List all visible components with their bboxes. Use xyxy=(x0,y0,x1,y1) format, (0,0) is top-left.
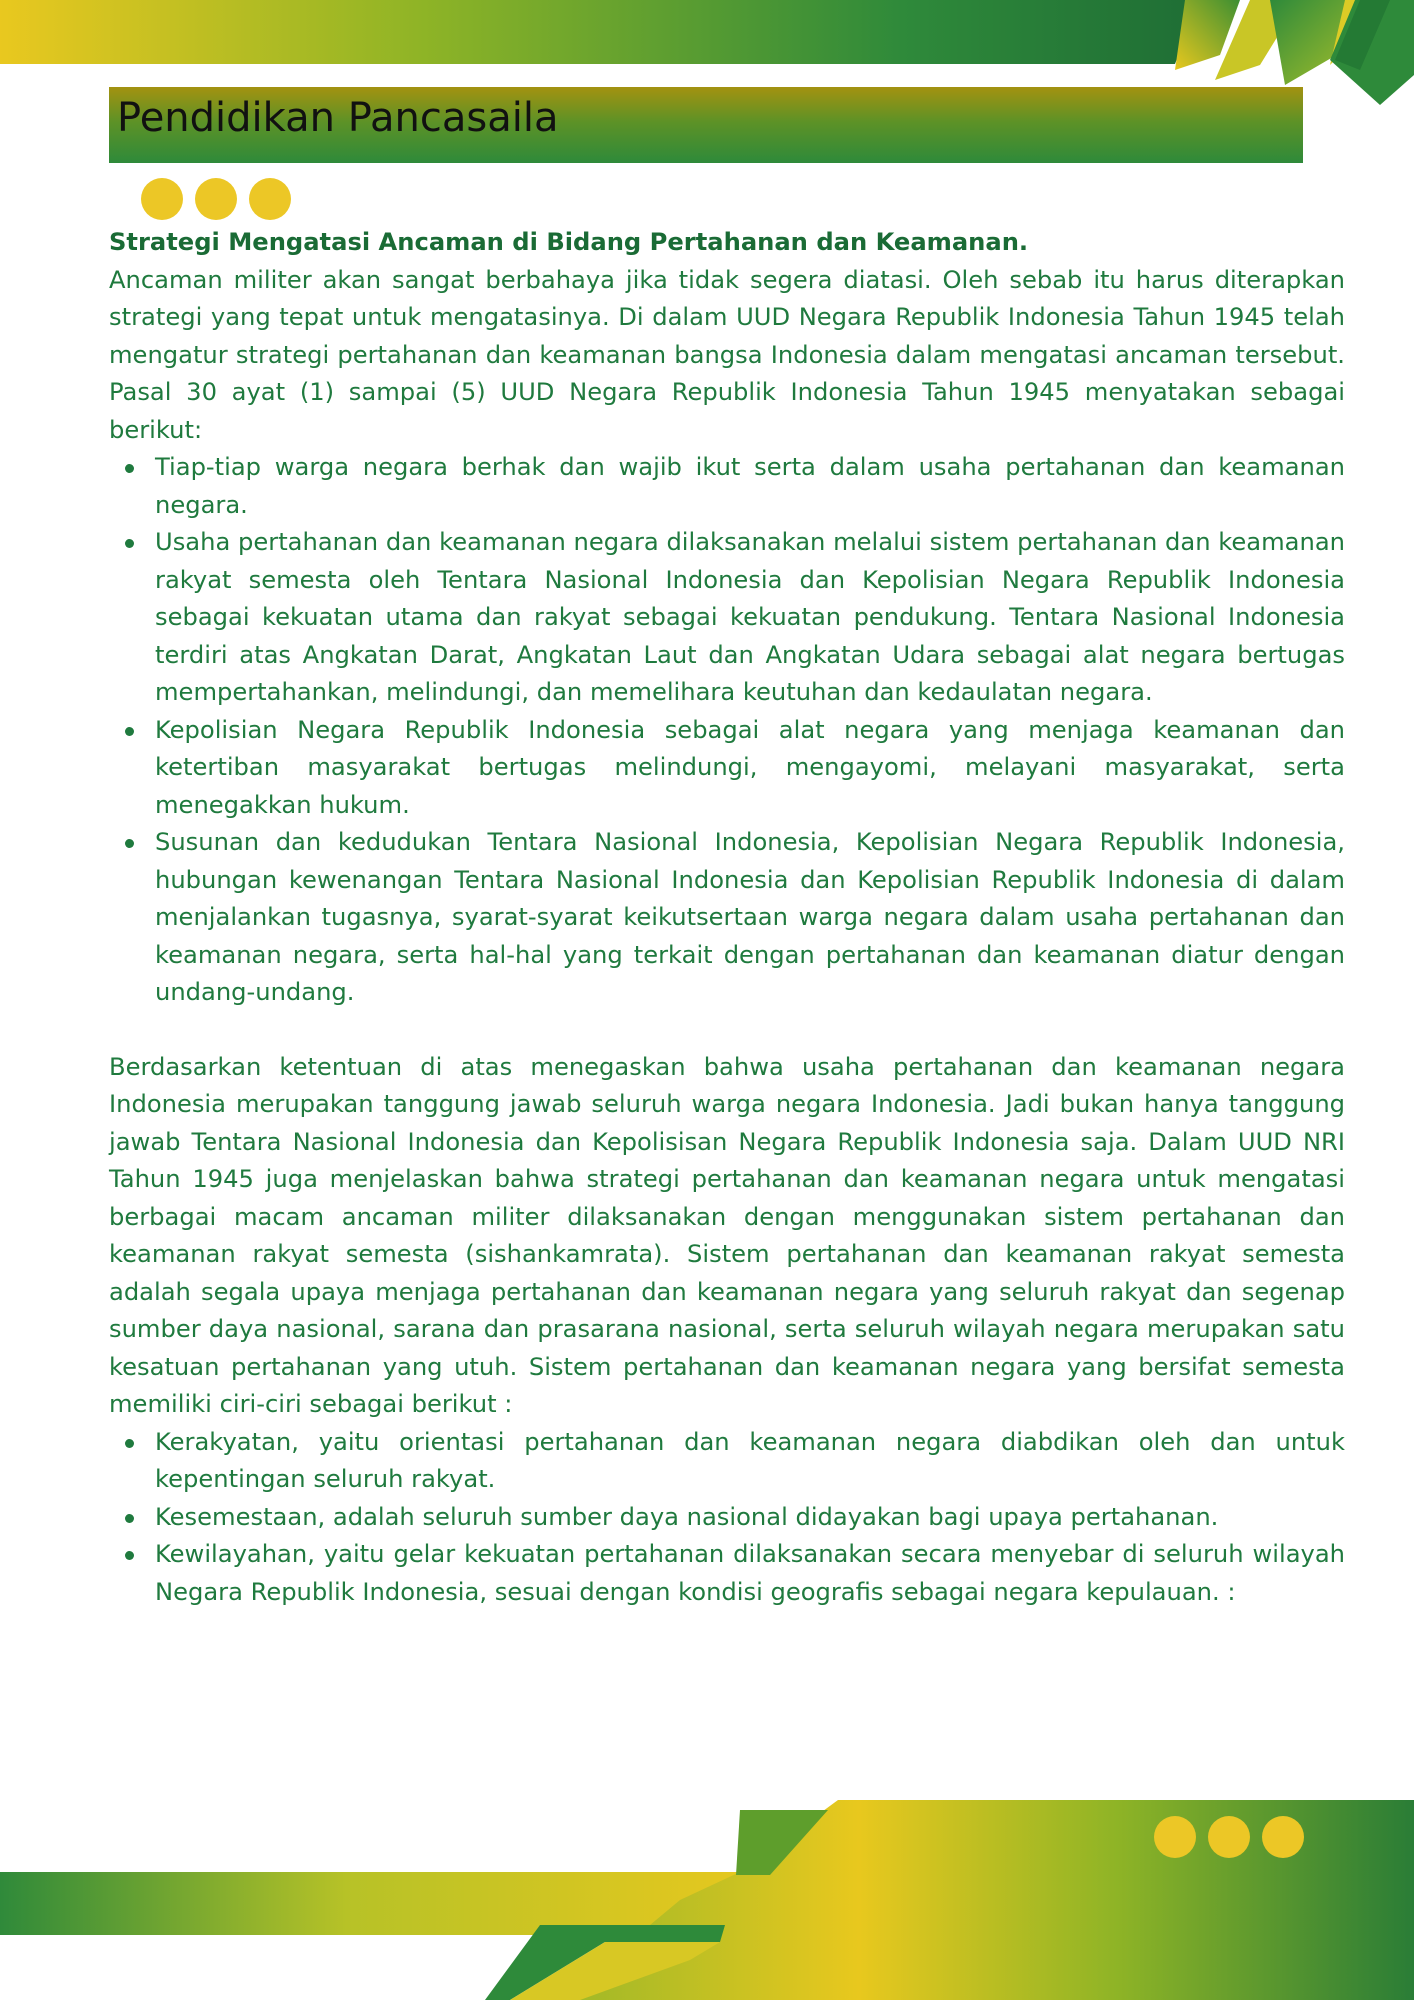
spacer xyxy=(109,1012,1345,1049)
bottom-dots xyxy=(1154,1816,1304,1858)
dot-icon xyxy=(1262,1816,1304,1858)
top-dots xyxy=(141,178,291,220)
dot-icon xyxy=(141,178,183,220)
document-body xyxy=(109,224,1345,1611)
list-item: Kesemestaan, adalah seluruh sumber daya nasional didayakan bagi upaya pertahanan. xyxy=(155,1499,1345,1537)
list-item: Tiap-tiap warga negara berhak dan wajib ikut serta dalam usaha pertahanan dan keamanan negara. xyxy=(155,449,1345,524)
section-heading: Strategi Mengatasi Ancaman di Bidang Pertahanan dan Keamanan. xyxy=(109,228,1029,256)
list-item: Kewilayahan, yaitu gelar kekuatan pertahanan dilaksanakan secara menyebar di seluruh wilayah Negara Republik Indonesia, sesuai dengan kondisi geografis sebagai negara kepulauan. : xyxy=(155,1536,1345,1611)
dot-icon xyxy=(1208,1816,1250,1858)
page-title: Pendidikan Pancasaila xyxy=(117,95,559,141)
dot-icon xyxy=(195,178,237,220)
list-item: Kerakyatan, yaitu orientasi pertahanan dan keamanan negara diabdikan oleh dan untuk kepentingan seluruh rakyat. xyxy=(155,1424,1345,1499)
sishankamrata-paragraph: Berdasarkan ketentuan di atas menegaskan bahwa usaha pertahanan dan keamanan negara Indonesia merupakan tanggung jawab seluruh warga negara Indonesia. Jadi bukan hanya tanggung jawab Tentara Nasional Indonesia dan Kepolisisan Negara Republik Indonesia saja. Dalam UUD NRI Tahun 1945 juga menjelaskan bahwa strategi pertahanan dan keamanan negara untuk mengatasi berbagai macam ancaman militer dilaksanakan dengan menggunakan sistem pertahanan dan keamanan rakyat semesta (sishankamrata). Sistem pertahanan dan keamanan rakyat semesta adalah segala upaya menjaga pertahanan dan keamanan negara yang seluruh rakyat dan segenap sumber daya nasional, sarana dan prasarana nasional, serta seluruh wilayah negara merupakan satu kesatuan pertahanan yang utuh. Sistem pertahanan dan keamanan negara yang bersifat semesta memiliki ciri-ciri sebagai berikut : xyxy=(109,1052,1345,1418)
title-bar xyxy=(109,87,1303,163)
dot-icon xyxy=(1154,1816,1196,1858)
intro-paragraph: Ancaman militer akan sangat berbahaya jika tidak segera diatasi. Oleh sebab itu harus diterapkan strategi yang tepat untuk mengatasinya. Di dalam UUD Negara Republik Indonesia Tahun 1945 telah mengatur strategi pertahanan dan keamanan bangsa Indonesia dalam mengatasi ancaman tersebut. Pasal 30 ayat (1) sampai (5) UUD Negara Republik Indonesia Tahun 1945 menyatakan sebagai berikut: xyxy=(109,265,1345,444)
pasal-30-list xyxy=(109,449,1345,1012)
list-item: Susunan dan kedudukan Tentara Nasional Indonesia, Kepolisian Negara Republik Indonesia, hubungan kewenangan Tentara Nasional Indonesia dan Kepolisian Republik Indonesia di dalam menjalankan tugasnya, syarat-syarat keikutsertaan warga negara dalam usaha pertahanan dan keamanan negara, serta hal-hal yang terkait dengan pertahanan dan keamanan diatur dengan undang-undang. xyxy=(155,824,1345,1012)
ciri-ciri-list xyxy=(109,1424,1345,1612)
list-item: Kepolisian Negara Republik Indonesia sebagai alat negara yang menjaga keamanan dan ketertiban masyarakat bertugas melindungi, mengayomi, melayani masyarakat, serta menegakkan hukum. xyxy=(155,712,1345,825)
list-item: Usaha pertahanan dan keamanan negara dilaksanakan melalui sistem pertahanan dan keamanan rakyat semesta oleh Tentara Nasional Indonesia dan Kepolisian Negara Republik Indonesia sebagai kekuatan utama dan rakyat sebagai kekuatan pendukung. Tentara Nasional Indonesia terdiri atas Angkatan Darat, Angkatan Laut dan Angkatan Udara sebagai alat negara bertugas mempertahankan, melindungi, dan memelihara keutuhan dan kedaulatan negara. xyxy=(155,524,1345,712)
dot-icon xyxy=(249,178,291,220)
top-band xyxy=(0,0,1200,64)
